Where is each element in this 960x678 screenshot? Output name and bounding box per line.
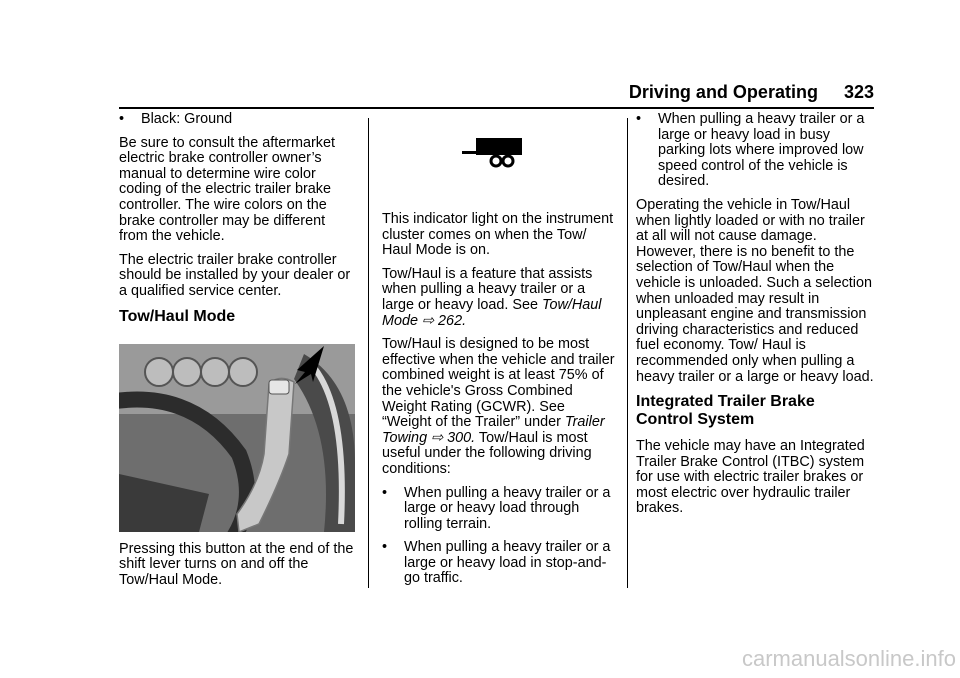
- page-header: [629, 82, 874, 103]
- paragraph-text: Tow/Haul is most useful under the following driving conditions:: [382, 429, 592, 477]
- watermark: carmanualsonline.info: [741, 646, 956, 671]
- paragraph: This indicator light on the instrument cluster comes on when the Tow/ Haul Mode is on.: [382, 211, 614, 259]
- header-rule: [119, 107, 874, 109]
- paragraph: Be sure to consult the aftermarket electric brake controller owner’s manual to determine wire color coding of the electric trailer brake controller. The wire colors on the brake controller may be different from the vehicle.: [119, 134, 335, 245]
- section-heading: Tow/Haul Mode: [119, 307, 236, 325]
- bullet-text: When pulling a heavy trailer or a large or heavy load through rolling terrain.: [404, 484, 611, 532]
- paragraph: [382, 337, 618, 477]
- list-item: [119, 112, 355, 128]
- photo-caption: Pressing this button at the end of the shift lever turns on and off the Tow/Haul Mode.: [119, 540, 354, 588]
- column-2: [382, 112, 618, 595]
- page-number: 323: [843, 82, 874, 102]
- shift-lever-photo: [119, 344, 355, 532]
- column-3: [636, 112, 874, 525]
- paragraph: [382, 267, 618, 329]
- bullet-text: Black: Ground: [141, 111, 233, 127]
- list-item: [636, 112, 874, 190]
- column-1: [119, 112, 355, 596]
- page-reference[interactable]: ⇨ 300.: [431, 429, 476, 446]
- section-title: Driving and Operating: [628, 82, 818, 102]
- list-item: [382, 486, 618, 533]
- bullet-marker: •: [119, 111, 125, 127]
- tow-haul-mode-link[interactable]: Tow/Haul Mode: [382, 296, 602, 329]
- paragraph: The vehicle may have an Integrated Trailer Brake Control (ITBC) system for use with electric trailer brakes or most electric over hydraulic trailer brakes.: [636, 438, 865, 517]
- paragraph: The electric trailer brake controller should be installed by your dealer or a qualified service center.: [119, 251, 351, 299]
- paragraph: Operating the vehicle in Tow/Haul when lightly loaded or with no trailer at all will not cause damage. However, there is no benefit to the selection of Tow/Haul when the vehicle is unloaded. Such a selection when unloaded may result in unpleasant engine and transmission driving characteristics and reduced fuel economy. Tow/ Haul is recommended only when pulling a heavy trailer or a large or heavy load.: [636, 196, 874, 385]
- bullet-marker: •: [382, 539, 388, 556]
- page-reference[interactable]: ⇨ 262.: [422, 312, 467, 329]
- paragraph-text: Tow/Haul is a feature that assists when pulling a heavy trailer or a large or heavy load. See: [382, 265, 593, 313]
- section-heading: Integrated Trailer Brake Control System: [636, 393, 815, 429]
- list-item: [382, 540, 618, 587]
- bullet-marker: •: [636, 111, 642, 127]
- paragraph-text: Tow/Haul is designed to be most effective when the vehicle and trailer combined weight is at least 75% of the vehicle's Gross Combined Weight Rating (GCWR). See “Weight of the Trailer” under: [382, 336, 615, 431]
- column-divider: [627, 118, 628, 588]
- bullet-text: When pulling a heavy trailer or a large or heavy load in busy parking lots where improved low speed control of the vehicle is desired.: [658, 111, 865, 190]
- column-divider: [368, 118, 369, 588]
- trailer-towing-link[interactable]: Trailer Towing: [382, 414, 605, 446]
- bullet-marker: •: [382, 484, 388, 501]
- tow-haul-icon: [462, 138, 524, 168]
- bullet-text: When pulling a heavy trailer or a large or heavy load in stop-and-go traffic.: [404, 539, 611, 587]
